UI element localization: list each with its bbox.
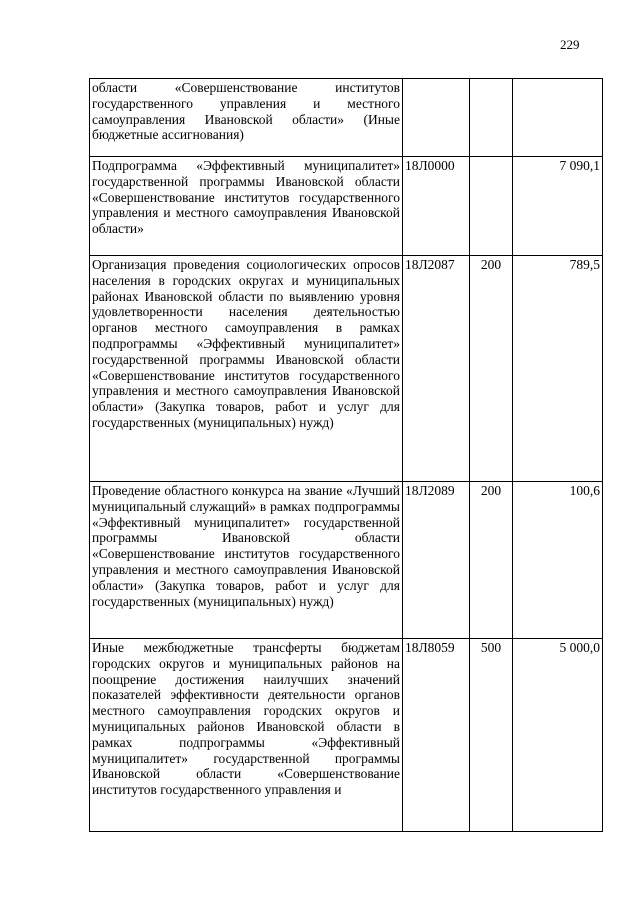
row-description: Проведение областного конкурса на звание «Лучший муниципальный служащий» в рамках подпрограммы «Эффективный муниципалитет» государственной программы Ивановской области «Совершенствование институтов государственного управления и местного самоуправления Ивановской области» (Закупка товаров, работ и услуг для государственных (муниципальных) нужд) [90, 482, 403, 639]
table-row [90, 256, 603, 482]
table-row [90, 639, 603, 832]
row-description: области «Совершенствование институтов государственного управления и местного самоуправления Ивановской области» (Иные бюджетные ассигнования) [90, 79, 403, 157]
table-row [90, 482, 603, 639]
row-code: 18Л0000 [403, 157, 470, 256]
row-expense-type: 500 [470, 639, 513, 832]
row-code: 18Л8059 [403, 639, 470, 832]
row-description: Организация проведения социологических опросов населения в городских округах и муниципальных районах Ивановской области по выявлению уровня удовлетворенности населения деятельностью органов местного самоуправления в рамках подпрограммы «Эффективный муниципалитет» государственной программы Ивановской области «Совершенствование институтов государственного управления и местного самоуправления Ивановской области» (Закупка товаров, работ и услуг для государственных (муниципальных) нужд) [90, 256, 403, 482]
table-row [90, 157, 603, 256]
table-row [90, 79, 603, 157]
page-number: 229 [560, 37, 580, 52]
row-expense-type: 200 [470, 482, 513, 639]
row-code: 18Л2087 [403, 256, 470, 482]
budget-table [89, 78, 603, 832]
row-amount: 7 090,1 [513, 157, 603, 256]
row-amount: 5 000,0 [513, 639, 603, 832]
row-expense-type [470, 79, 513, 157]
row-code [403, 79, 470, 157]
row-code: 18Л2089 [403, 482, 470, 639]
row-expense-type: 200 [470, 256, 513, 482]
row-amount [513, 79, 603, 157]
row-amount: 100,6 [513, 482, 603, 639]
row-description: Иные межбюджетные трансферты бюджетам городских округов и муниципальных районов на поощрение достижения наилучших значений показателей эффективности деятельности органов местного самоуправления городских округов и муниципальных районов Ивановской области в рамках подпрограммы «Эффективный муниципалитет» государственной программы Ивановской области «Совершенствование институтов государственного управления и [90, 639, 403, 832]
row-expense-type [470, 157, 513, 256]
row-description: Подпрограмма «Эффективный муниципалитет» государственной программы Ивановской области «Совершенствование институтов государственного управления и местного самоуправления Ивановской области» [90, 157, 403, 256]
row-amount: 789,5 [513, 256, 603, 482]
